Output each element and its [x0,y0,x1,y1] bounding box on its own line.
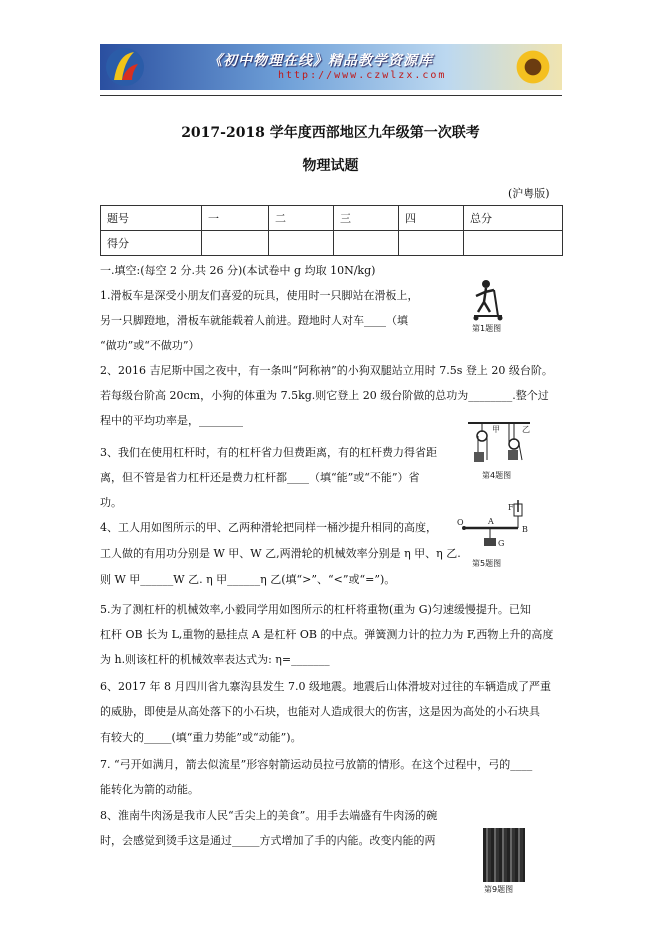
table-cell: 总分 [464,206,563,231]
pulley-figure [466,420,532,470]
header-banner [100,44,562,90]
question-line: 8、淮南牛肉汤是我市人民“舌尖上的美食”。用手去端盛有牛肉汤的碗 [100,809,438,822]
table-cell: 四 [399,206,464,231]
question-line: 工人做的有用功分别是 W 甲、W 乙,两滑轮的机械效率分别是 η 甲、η 乙. [100,547,461,560]
question-line: 若每级台阶高 20cm，小狗的体重为 7.5kg.则它登上 20 级台阶做的总功为________.整个过 [100,389,549,402]
question-line: 3、我们在使用杠杆时，有的杠杆省力但费距离，有的杠杆费力得省距 [100,446,437,459]
sunflower-icon [514,48,552,86]
score-input-cell[interactable] [399,231,464,256]
edition-label: (沪粤版) [508,187,550,200]
question-line: 杠杆 OB 长为 L,重物的悬挂点 A 是杠杆 OB 的中点。弹簧测力计的拉力为 F,西物上升的高度 [100,628,554,641]
question-line: 离，但不管是省力杠杆还是费力杠杆都____（填“能”或“不能”）省 [100,471,420,484]
subject-title: 物理试题 [302,158,359,174]
section-heading: 一.填空:(每空 2 分.共 26 分)(本试卷中 g 均取 10N/kg) [100,264,376,277]
fig5-label-a: A [488,517,494,526]
banner-url[interactable]: http://www.czwlzx.com [278,70,447,81]
score-input-cell[interactable] [334,231,399,256]
fig5-label-g: G [498,539,505,548]
fig5-label-o: O [457,518,464,527]
question-line: 1.滑板车是深受小朋友们喜爱的玩具，使用时一只脚站在滑板上， [100,289,419,302]
fig4-label-jia: 甲 [492,425,500,434]
banner-title: 《初中物理在线》精品教学资源库 [208,53,433,69]
question-line: 则 W 甲______W 乙. η 甲______η 乙(填“>”、“<”或“=”)。 [100,573,396,586]
figure-caption: 第9题图 [484,885,514,894]
score-input-cell[interactable] [202,231,269,256]
table-cell: 二 [269,206,334,231]
question-line: 程中的平均功率是，________ [100,414,243,427]
question-line: 5.为了测杠杆的机械效率,小毅同学用如图所示的杠杆将重物(重为 G)匀速缓慢提升。已知 [100,603,531,616]
question-line: 功。 [100,496,122,509]
table-cell: 得分 [101,231,202,256]
question-line: 7. “弓开如满月，箭去似流星”形容射箭运动员拉弓放箭的情形。在这个过程中，弓的____ [100,758,533,771]
table-cell: 一 [202,206,269,231]
fig5-label-b: B [522,525,528,534]
header-divider [100,95,562,96]
question-line: “做功”或“不做功”） [100,339,200,352]
scooter-figure [458,278,514,326]
question-line: 时，会感觉到烫手这是通过_____方式增加了手的内能。改变内能的两 [100,834,436,847]
table-row [101,231,563,256]
question-line: 的威胁，即使是从高处落下的小石块，也能对人造成很大的伤害，这是因为高处的小石块具 [100,705,540,718]
figure-9-photo [483,828,525,882]
table-cell: 三 [334,206,399,231]
question-line: 另一只脚蹬地，滑板车就能载着人前进。蹬地时人对车____（填 [100,314,408,327]
question-line: 为 h.则该杠杆的机械效率表达式为: η=_______ [100,653,330,666]
figure-caption: 第1题图 [472,324,502,333]
score-input-cell[interactable] [269,231,334,256]
table-row [101,206,563,231]
score-table [100,205,563,256]
question-line: 2、2016 吉尼斯中国之夜中，有一条叫“阿称衲”的小狗双腿站立用时 7.5s 登上 20 级台阶。 [100,364,553,377]
question-line: 能转化为箭的动能。 [100,783,199,796]
figure-caption: 第4题图 [482,471,512,480]
score-input-cell[interactable] [464,231,563,256]
fig5-label-f: F [508,503,514,512]
question-line: 有较大的_____(填“重力势能”或“动能”)。 [100,731,302,744]
table-cell: 题号 [101,206,202,231]
site-logo-icon [104,46,146,88]
document-title: 2017-2018 学年度西部地区九年级第一次联考 [181,125,480,141]
question-line: 4、工人用如图所示的甲、乙两种滑轮把同样一桶沙提升相同的高度， [100,521,437,534]
figure-caption: 第5题图 [472,559,502,568]
question-line: 6、2017 年 8 月四川省九寨沟县发生 7.0 级地震。地震后山体滑坡对过往的车辆造成了严重 [100,680,551,693]
fig4-label-yi: 乙 [522,425,530,434]
lever-figure [456,498,532,558]
